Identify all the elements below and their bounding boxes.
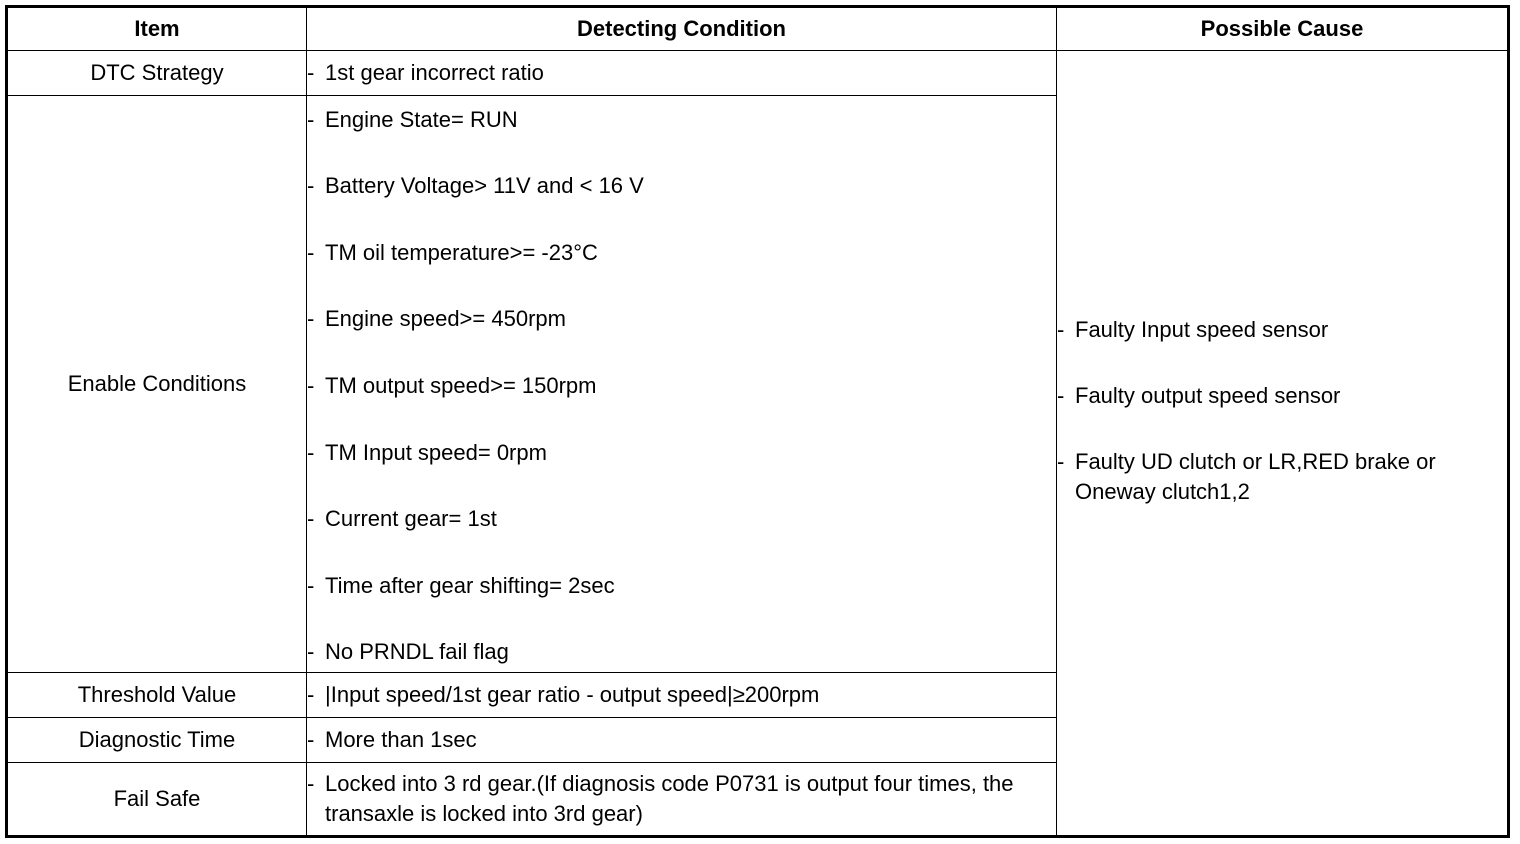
condition-line — [307, 504, 1056, 571]
header-detecting-condition: Detecting Condition — [307, 7, 1057, 51]
condition-text: Current gear= 1st — [325, 506, 497, 532]
bullet-dash: - — [307, 60, 315, 85]
condition-diagnostic-time — [307, 718, 1057, 763]
condition-text: No PRNDL fail flag — [325, 639, 509, 665]
possible-cause-list — [1057, 315, 1507, 507]
bullet-dash: - — [307, 239, 315, 265]
condition-line — [307, 680, 1056, 710]
enable-conditions-list — [307, 97, 1056, 672]
condition-text: TM oil temperature>= -23°C — [325, 239, 598, 265]
bullet-dash: - — [307, 682, 315, 707]
cause-text: Faulty UD clutch or LR,RED brake or Oneway clutch1,2 — [1075, 449, 1436, 504]
item-fail-safe: Fail Safe — [7, 763, 307, 837]
condition-text: More than 1sec — [325, 727, 477, 752]
bullet-dash: - — [307, 506, 315, 532]
cause-text: Faulty Input speed sensor — [1075, 317, 1329, 342]
condition-line — [307, 171, 1056, 238]
condition-threshold-value — [307, 673, 1057, 718]
item-dtc-strategy: DTC Strategy — [7, 51, 307, 96]
condition-text: TM Input speed= 0rpm — [325, 439, 547, 465]
bullet-dash: - — [307, 727, 315, 752]
condition-line — [307, 58, 1056, 88]
condition-enable-conditions — [307, 96, 1057, 673]
bullet-dash: - — [1057, 383, 1065, 408]
bullet-dash: - — [307, 439, 315, 465]
cause-text: Faulty output speed sensor — [1075, 383, 1341, 408]
condition-line — [307, 725, 1056, 755]
cause-line — [1057, 315, 1507, 345]
condition-line — [307, 371, 1056, 438]
condition-line — [307, 571, 1056, 638]
header-item: Item — [7, 7, 307, 51]
dtc-spec-table — [5, 5, 1510, 838]
header-row — [7, 7, 1509, 51]
condition-text: 1st gear incorrect ratio — [325, 60, 544, 85]
condition-dtc-strategy — [307, 51, 1057, 96]
condition-line — [307, 304, 1056, 371]
bullet-dash: - — [307, 173, 315, 199]
bullet-dash: - — [307, 373, 315, 398]
header-possible-cause: Possible Cause — [1057, 7, 1509, 51]
condition-line — [307, 769, 1056, 829]
bullet-dash: - — [1057, 317, 1065, 342]
bullet-dash: - — [307, 639, 315, 665]
possible-cause-cell — [1057, 51, 1509, 837]
condition-text: Engine speed>= 450rpm — [325, 306, 566, 332]
cause-line — [1057, 381, 1507, 411]
bullet-dash: - — [307, 106, 315, 132]
row-dtc-strategy — [7, 51, 1509, 96]
condition-text: TM output speed>= 150rpm — [325, 373, 597, 398]
bullet-dash: - — [307, 771, 315, 796]
cause-line — [1057, 447, 1507, 507]
bullet-dash: - — [307, 572, 315, 598]
condition-line — [307, 238, 1056, 305]
condition-text: Battery Voltage> 11V and < 16 V — [325, 173, 644, 199]
condition-text: Engine State= RUN — [325, 106, 518, 132]
condition-line — [307, 438, 1056, 505]
condition-line — [307, 105, 1056, 172]
bullet-dash: - — [1057, 449, 1065, 474]
condition-text: Time after gear shifting= 2sec — [325, 572, 615, 598]
item-threshold-value: Threshold Value — [7, 673, 307, 718]
condition-line — [307, 637, 1056, 667]
condition-fail-safe — [307, 763, 1057, 837]
condition-text: Locked into 3 rd gear.(If diagnosis code P0731 is output four times, the transaxle is locked into 3rd gear) — [325, 771, 1014, 826]
condition-text: |Input speed/1st gear ratio - output speed|≥200rpm — [325, 682, 820, 707]
item-diagnostic-time: Diagnostic Time — [7, 718, 307, 763]
item-enable-conditions: Enable Conditions — [7, 96, 307, 673]
bullet-dash: - — [307, 306, 315, 332]
